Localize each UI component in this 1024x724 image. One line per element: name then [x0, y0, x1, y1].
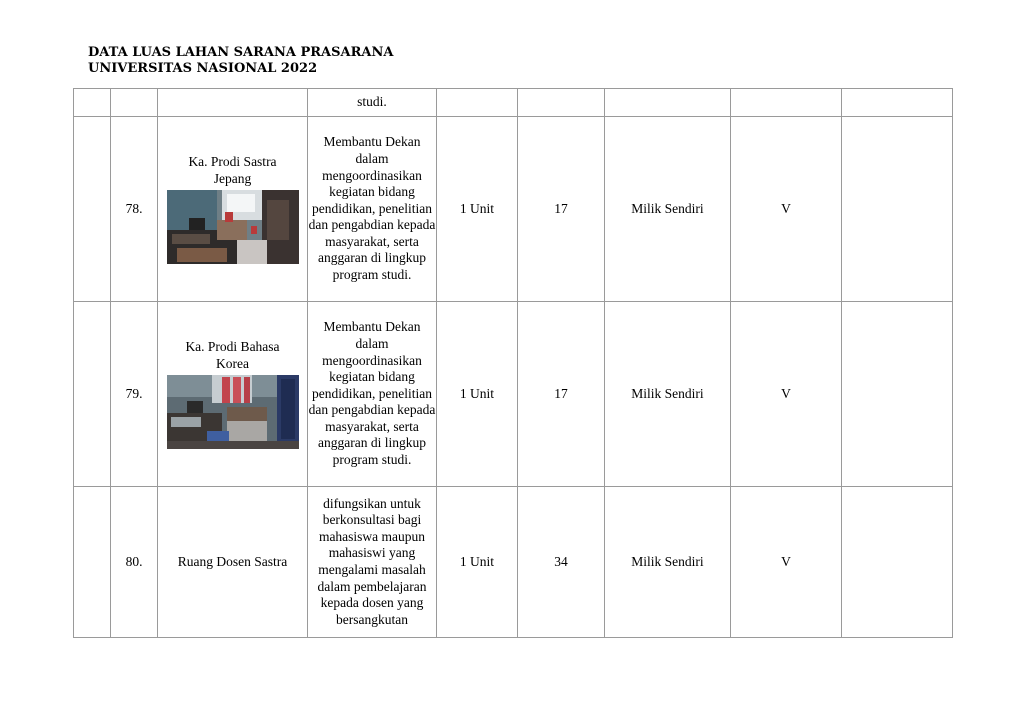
cell-note [842, 89, 953, 117]
cell-status [605, 89, 731, 117]
cell-condition: V [731, 117, 842, 302]
facilities-table [73, 88, 953, 638]
cell-number: 79. [111, 302, 158, 487]
table-row [74, 117, 953, 302]
title-line-1: DATA LUAS LAHAN SARANA PRASARANA [88, 45, 394, 60]
cell-blank [74, 117, 111, 302]
cell-status: Milik Sendiri [605, 302, 731, 487]
cell-number: 78. [111, 117, 158, 302]
room-name: Ka. Prodi Sastra Jepang [188, 154, 277, 186]
office-photo-icon [167, 190, 299, 264]
cell-quantity: 1 Unit [437, 487, 518, 638]
description-tail: studi. [357, 94, 387, 110]
cell-room [158, 302, 308, 487]
title-line-2: UNIVERSITAS NASIONAL 2022 [88, 61, 318, 76]
cell-blank [74, 302, 111, 487]
table-row-continuation [74, 89, 953, 117]
cell-status: Milik Sendiri [605, 117, 731, 302]
cell-room: Ruang Dosen Sastra [158, 487, 308, 638]
cell-blank [74, 89, 111, 117]
cell-description: difungsikan untuk berkonsultasi bagi mahasiswa maupun mahasiswi yang mengalami masalah dalam pembelajaran kepada dosen yang bersangkutan [308, 487, 437, 638]
table-row [74, 487, 953, 638]
cell-room [158, 89, 308, 117]
cell-number [111, 89, 158, 117]
cell-quantity: 1 Unit [437, 302, 518, 487]
document-title [88, 45, 393, 77]
cell-condition [731, 89, 842, 117]
cell-description: Membantu Dekan dalam mengoordinasikan kegiatan bidang pendidikan, penelitian dan pengabdian kepada masyarakat, serta anggaran di lingkup program studi. [308, 302, 437, 487]
cell-note [842, 117, 953, 302]
cell-quantity: 1 Unit [437, 117, 518, 302]
cell-room [158, 117, 308, 302]
office-photo-icon [167, 375, 299, 449]
cell-condition: V [731, 487, 842, 638]
cell-area: 17 [518, 302, 605, 487]
cell-description [308, 89, 437, 117]
cell-area: 17 [518, 117, 605, 302]
cell-blank [74, 487, 111, 638]
cell-area: 34 [518, 487, 605, 638]
table-row [74, 302, 953, 487]
cell-number: 80. [111, 487, 158, 638]
cell-description: Membantu Dekan dalam mengoordinasikan kegiatan bidang pendidikan, penelitian dan pengabdian kepada masyarakat, serta anggaran di lingkup program studi. [308, 117, 437, 302]
cell-quantity [437, 89, 518, 117]
room-name: Ka. Prodi Bahasa Korea [185, 339, 280, 371]
cell-condition: V [731, 302, 842, 487]
cell-note [842, 487, 953, 638]
cell-status: Milik Sendiri [605, 487, 731, 638]
cell-area [518, 89, 605, 117]
cell-note [842, 302, 953, 487]
